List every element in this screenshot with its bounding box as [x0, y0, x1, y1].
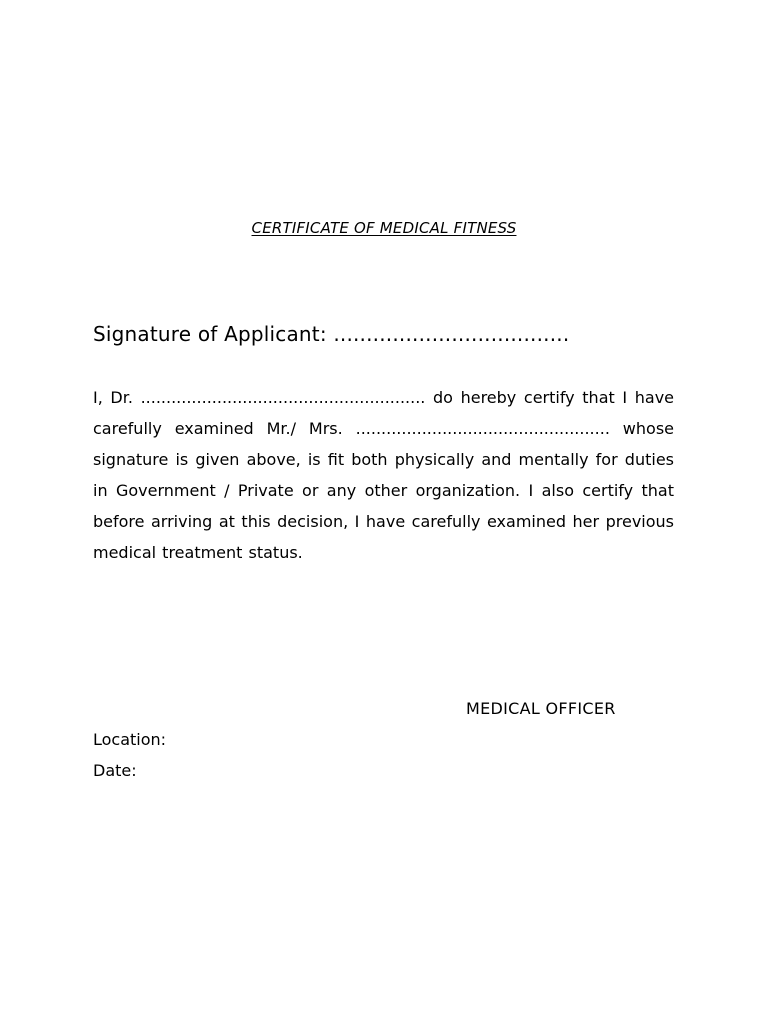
medical-officer-label: MEDICAL OFFICER [466, 699, 616, 718]
applicant-signature-line: Signature of Applicant: .................................... [93, 322, 570, 346]
location-label: Location: [93, 730, 167, 749]
date-label: Date: [93, 761, 137, 780]
document-title: CERTIFICATE OF MEDICAL FITNESS [251, 219, 517, 237]
certification-paragraph: I, Dr. ........................................................ do hereby certify that I have carefully examined Mr./ Mrs. .................................................. whose signature is given above, is fit both physically and mentally for duties in Government / Private or any other organization. I also certify that before arriving at this decision, I have carefully examined her previous medical treatment status. [93, 388, 674, 562]
